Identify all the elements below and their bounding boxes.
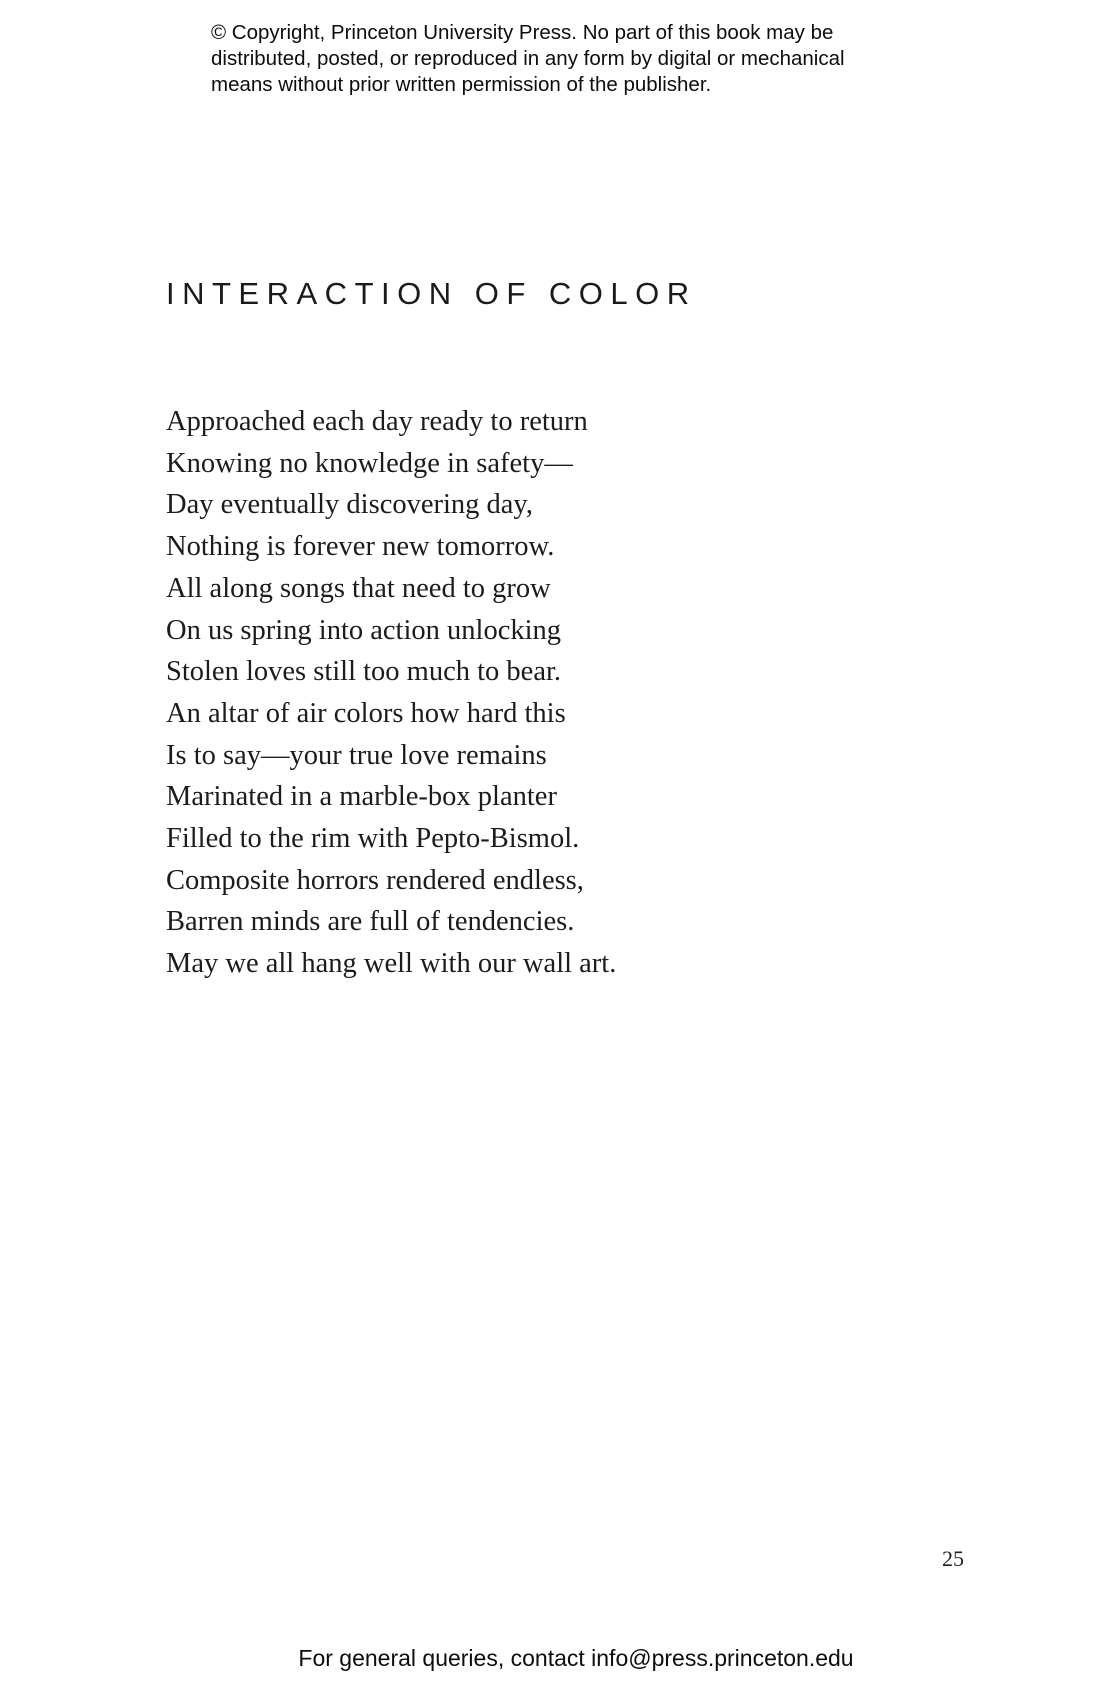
- poem-line: Marinated in a marble-box planter: [166, 781, 557, 813]
- poem-line: On us spring into action unlocking: [166, 614, 562, 646]
- poem-line: All along songs that need to grow: [166, 572, 551, 604]
- poem-line: Stolen loves still too much to bear.: [166, 656, 562, 688]
- poem-line: Nothing is forever new tomorrow.: [166, 531, 555, 563]
- copyright-line: means without prior written permission of the publisher.: [211, 73, 712, 96]
- copyright-line: © Copyright, Princeton University Press. No part of this book may be: [211, 21, 834, 44]
- poem-line: An altar of air colors how hard this: [166, 697, 566, 729]
- poem-body: [166, 401, 616, 985]
- poem-line: May we all hang well with our wall art.: [166, 948, 617, 980]
- footer-contact: For general queries, contact info@press.princeton.edu: [298, 1645, 854, 1671]
- copyright-notice: [211, 20, 931, 98]
- poem-line: Is to say—your true love remains: [166, 739, 547, 771]
- poem-line: Filled to the rim with Pepto-Bismol.: [166, 823, 580, 855]
- poem-line: Day eventually discovering day,: [166, 489, 533, 521]
- poem-line: Approached each day ready to return: [166, 406, 588, 437]
- poem-line: Knowing no knowledge in safety—: [166, 447, 573, 479]
- page-number: 25: [942, 1546, 964, 1571]
- copyright-line: distributed, posted, or reproduced in any form by digital or mechanical: [211, 47, 845, 70]
- poem-title: INTERACTION OF COLOR: [166, 276, 697, 311]
- poem-line: Composite horrors rendered endless,: [166, 864, 584, 896]
- poem-line: Barren minds are full of tendencies.: [166, 906, 575, 938]
